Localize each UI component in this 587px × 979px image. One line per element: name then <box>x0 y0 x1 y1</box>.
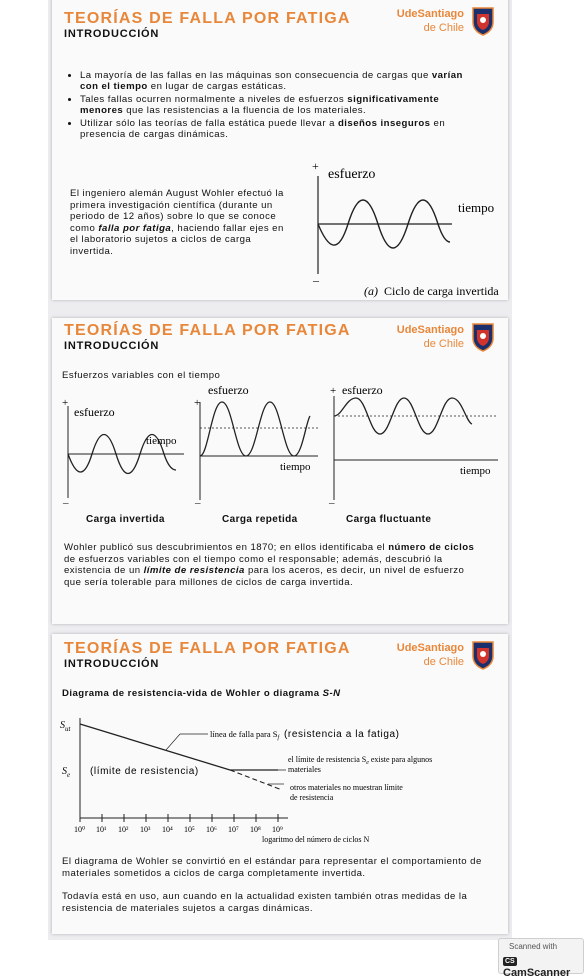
reversed-load-graph <box>302 156 508 300</box>
minus-sign: – <box>313 273 319 287</box>
university-logo <box>396 322 500 358</box>
tick-label: 10⁵ <box>184 825 195 834</box>
caption-fluctuating: Carga fluctuante <box>346 514 432 525</box>
badge-caption: Scanned with <box>509 942 558 951</box>
logo-text-line1: UdeSantiago <box>396 324 464 336</box>
leader-line <box>166 734 180 750</box>
slide-3 <box>52 634 508 934</box>
slide-1 <box>52 0 508 300</box>
university-logo <box>396 6 500 42</box>
repeated-load-graph <box>192 382 322 508</box>
x-axis-label: tiempo <box>460 465 491 477</box>
plus-sign: + <box>194 397 201 409</box>
caption-letter: (a) <box>364 284 378 298</box>
plus-sign: + <box>62 397 69 409</box>
x-axis-label: tiempo <box>280 461 311 473</box>
slide-subtitle: INTRODUCCIÓN <box>64 658 160 670</box>
slide-subtitle: INTRODUCCIÓN <box>64 28 160 40</box>
wohler-paragraph: El ingeniero alemán August Wohler efectuó la primera investigación científica (durante un periodo de 12 años) sobre lo que se conoce como falla por fatiga, haciendo fallar ejes en el laboratorio sujetos a ciclos de carga invertida. <box>70 188 284 257</box>
no-limit-note: otros materiales no muestran límite <box>290 783 403 792</box>
logo-text-line1: UdeSantiago <box>396 642 464 654</box>
badge-brand: CSCamScanner <box>503 958 571 979</box>
tick-label: 10² <box>118 825 129 834</box>
logo-text-line1: UdeSantiago <box>396 8 464 20</box>
x-axis-label: tiempo <box>146 435 177 447</box>
endurance-limit-label: (límite de resistencia) <box>90 766 199 777</box>
camscanner-icon: CS <box>505 958 515 965</box>
university-logo <box>396 640 500 676</box>
endurance-note-line2: materiales <box>288 765 321 774</box>
bullet-item: • Tales fallas ocurren normalmente a niveles de esfuerzos significativamente menores que las resistencias a la fluencia de los materiales. <box>80 94 470 117</box>
slide-subtitle: INTRODUCCIÓN <box>64 340 160 352</box>
tick-label: 10⁷ <box>228 825 239 834</box>
logo-text-line2: de Chile <box>423 656 464 668</box>
fluctuating-load-graph <box>324 382 502 508</box>
minus-sign: – <box>329 497 335 508</box>
tick-label: 10¹ <box>96 825 107 834</box>
sn-paragraph-2: Todavía está en uso, aun cuando en la actualidad existen también otras medidas de la resistencia de materiales sujetos a cargas dinámicas. <box>62 891 468 914</box>
plus-sign: + <box>312 159 319 173</box>
minus-sign: – <box>63 497 69 508</box>
y-axis-label: esfuerzo <box>74 405 115 419</box>
tick-label: 10⁶ <box>206 825 217 834</box>
sn-diagram <box>58 710 504 844</box>
bullet-list <box>66 70 470 141</box>
slide-title: TEORÍAS DE FALLA POR FATIGA <box>64 10 351 27</box>
no-limit-note-line2: de resistencia <box>290 793 334 802</box>
slide-title: TEORÍAS DE FALLA POR FATIGA <box>64 640 351 657</box>
sn-paragraph-1: El diagrama de Wohler se convirtió en el estándar para representar el comportamiento de materiales sometidos a ciclos de carga completamente invertida. <box>62 856 482 879</box>
failure-line-label: línea de falla para $S_f$ <box>210 729 280 741</box>
bullet-item: • La mayoría de las fallas en las máquinas son consecuencia de cargas que varían con el tiempo en lugar de cargas estáticas. <box>80 70 470 93</box>
x-axis-label: tiempo <box>458 200 495 215</box>
sn-diagram-heading: Diagrama de resistencia-vida de Wohler o diagrama S-N <box>62 688 341 699</box>
crest-icon <box>470 640 496 670</box>
caption-repeated: Carga repetida <box>222 514 298 525</box>
section-intro: Esfuerzos variables con el tiempo <box>62 370 221 381</box>
y-axis-label: esfuerzo <box>342 383 383 397</box>
caption-inverted: Carga invertida <box>86 514 165 525</box>
no-limit-dashed-line <box>230 770 282 790</box>
logo-text-line2: de Chile <box>423 338 464 350</box>
tick-label: 10³ <box>140 825 151 834</box>
tick-label: 10⁸ <box>250 825 261 834</box>
logo-text-line2: de Chile <box>423 22 464 34</box>
crest-icon <box>470 6 496 36</box>
y-axis-label: esfuerzo <box>208 383 249 397</box>
wohler-findings-paragraph: Wohler publicó sus descubrimientos en 1870; en ellos identificaba el número de ciclos de esfuerzos variables con el tiempo como el responsable; además, descubrió la existencia de un límite de resistencia para los aceros, es decir, un nivel de esfuerzo que sería tolerable para millones de ciclos de carga invertida. <box>64 542 475 588</box>
camscanner-badge <box>498 938 584 979</box>
stress-wave <box>200 402 310 456</box>
failure-line <box>80 724 230 770</box>
y-axis-label: esfuerzo <box>328 167 376 182</box>
minus-sign: – <box>195 497 201 508</box>
graph-caption: Ciclo de carga invertida <box>384 284 499 298</box>
slide-2 <box>52 318 508 624</box>
x-axis-label: logaritmo del número de ciclos N <box>262 835 370 844</box>
inverted-load-graph <box>58 392 188 508</box>
endurance-note: el límite de resistencia $S_e$ existe para algunos <box>288 755 433 766</box>
plus-sign: + <box>330 385 337 397</box>
crest-icon <box>470 322 496 352</box>
fatigue-strength-label: (resistencia a la fatiga) <box>284 729 400 740</box>
tick-label: 10⁹ <box>272 825 283 834</box>
sut-label: $S_{ut}$ <box>60 720 71 733</box>
se-label: $S_e$ <box>62 766 71 779</box>
tick-label: 10⁰ <box>74 825 86 834</box>
tick-label: 10⁴ <box>162 825 173 834</box>
slide-title: TEORÍAS DE FALLA POR FATIGA <box>64 322 351 339</box>
bullet-item: • Utilizar sólo las teorías de falla estática puede llevar a diseños inseguros en presencia de cargas dinámicas. <box>80 118 470 141</box>
